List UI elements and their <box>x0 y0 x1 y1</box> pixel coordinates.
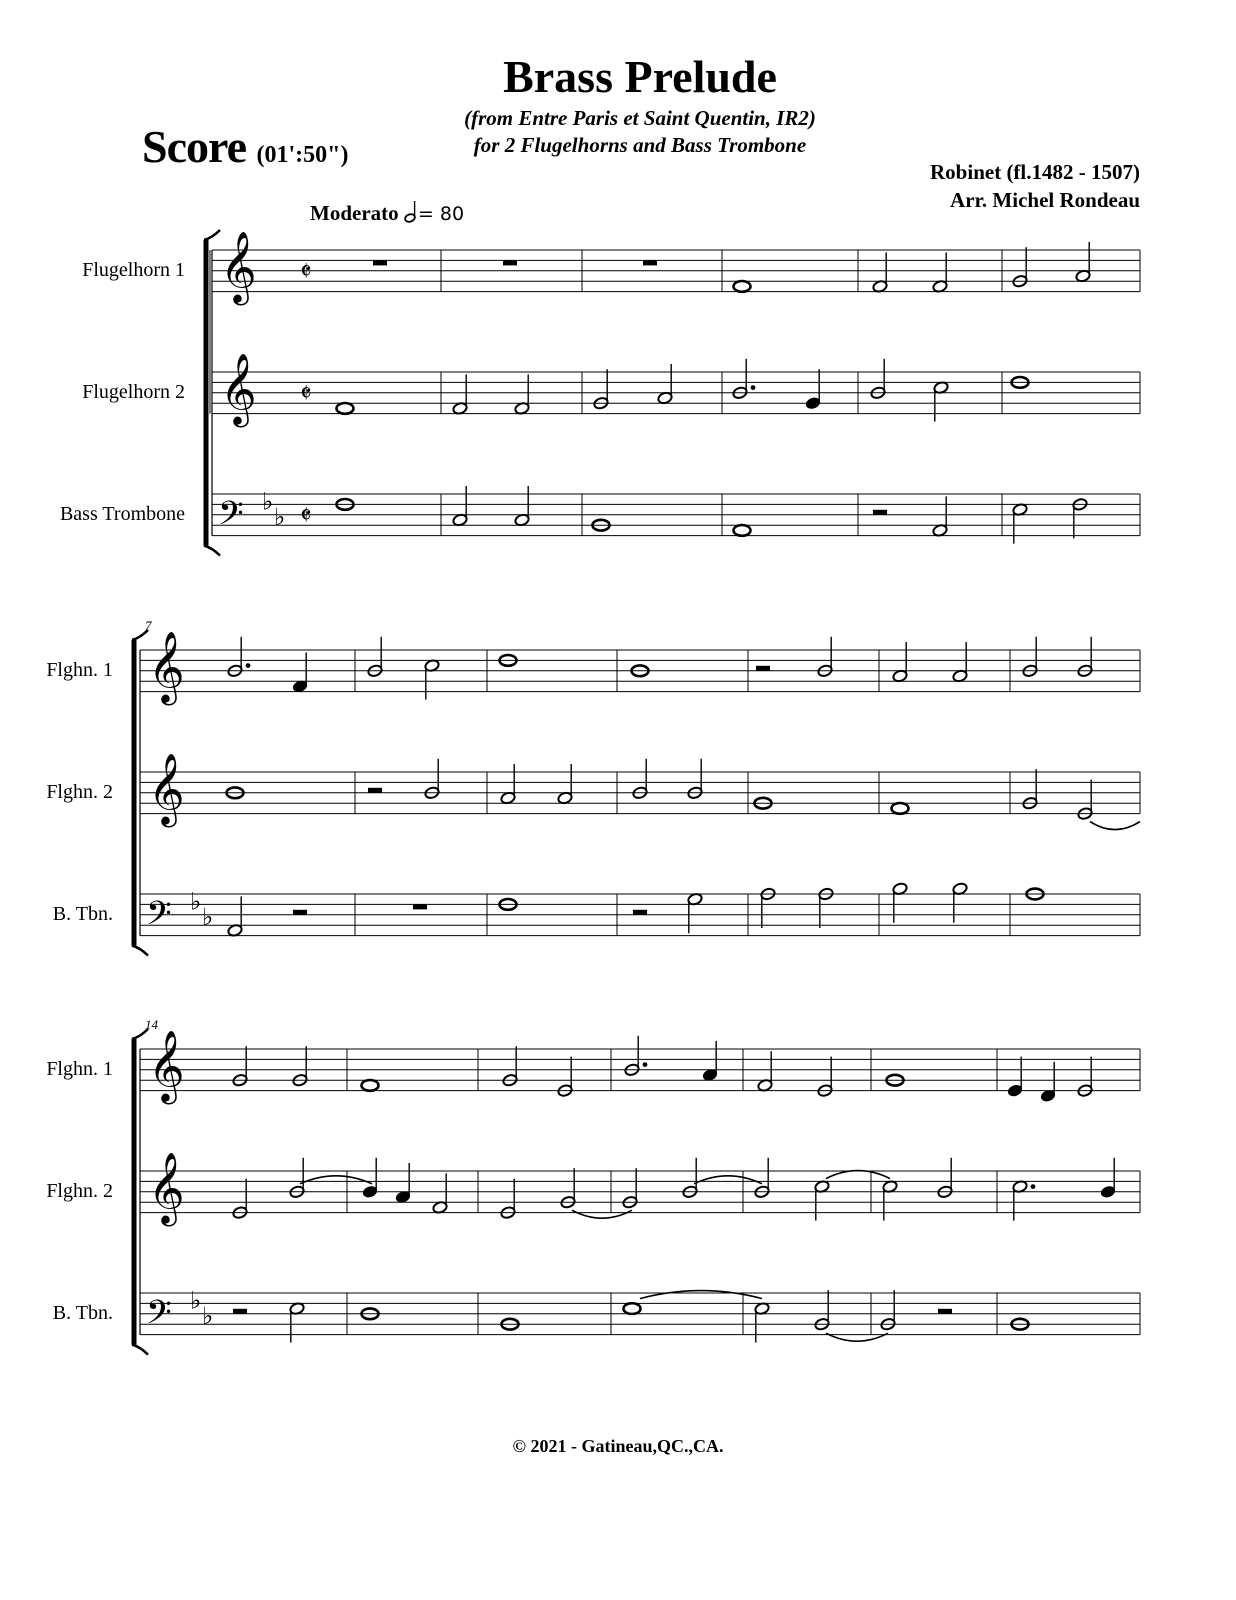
flat-icon: ♭ <box>262 487 274 516</box>
tempo-value: = 80 <box>417 203 465 225</box>
score-subtitle: (from Entre Paris et Saint Quentin, IR2) <box>464 106 816 130</box>
treble-clef-icon: 𝄞 <box>220 351 257 425</box>
tie <box>1090 822 1140 830</box>
score-word: Score <box>142 121 247 172</box>
half-rest <box>756 666 770 671</box>
duration: (01':50") <box>256 142 349 168</box>
score-title: Brass Prelude <box>503 51 777 102</box>
measure-number: 14 <box>145 1017 158 1032</box>
treble-clef-icon: 𝄞 <box>148 1150 185 1224</box>
bracket-hook <box>132 1029 148 1039</box>
tie <box>826 1171 890 1179</box>
instrumentation-line: for 2 Flugelhorns and Bass Trombone <box>473 133 807 157</box>
half-rest <box>633 910 647 915</box>
tie <box>572 1210 632 1218</box>
cut-time-icon: 𝄵 <box>300 500 312 531</box>
flat-icon: ♭ <box>190 1286 202 1315</box>
instrument-label-flugelhorn-1: Flugelhorn 1 <box>82 259 185 281</box>
flat-icon: ♭ <box>274 503 286 531</box>
bracket-hook <box>204 546 220 556</box>
arranger-credit: Arr. Michel Rondeau <box>950 188 1140 212</box>
whole-note <box>734 281 751 292</box>
whole-note <box>362 1080 379 1091</box>
tempo-text: Moderato <box>310 201 399 225</box>
half-rest <box>368 788 382 793</box>
treble-clef-icon: 𝄞 <box>148 1028 185 1102</box>
bracket-hook <box>132 1345 148 1355</box>
flat-icon: ♭ <box>190 887 202 916</box>
treble-clef-icon: 𝄞 <box>220 229 257 303</box>
bass-clef-icon: 𝄢 <box>146 895 172 942</box>
half-rest <box>938 1309 952 1314</box>
instrument-label-flghn-2: Flghn. 2 <box>46 781 113 803</box>
tie <box>694 1176 762 1184</box>
bracket-hook <box>132 946 148 956</box>
augmentation-dot <box>751 385 756 390</box>
augmentation-dot <box>246 663 251 668</box>
instrument-label-b-tbn: B. Tbn. <box>52 903 113 925</box>
flat-icon: ♭ <box>202 903 214 931</box>
whole-rest <box>503 260 517 265</box>
whole-note <box>337 403 354 414</box>
half-rest <box>873 510 887 515</box>
treble-clef-icon: 𝄞 <box>148 629 185 703</box>
whole-note <box>624 1303 641 1314</box>
flat-icon: ♭ <box>202 1302 214 1330</box>
bass-clef-icon: 𝄢 <box>146 1294 172 1341</box>
whole-rest <box>373 260 387 265</box>
tie <box>640 1291 762 1299</box>
whole-note <box>892 803 909 814</box>
measure-number: 7 <box>145 618 152 633</box>
bracket-hook <box>204 230 220 240</box>
cut-time-icon: 𝄵 <box>300 256 312 287</box>
half-rest <box>293 910 307 915</box>
instrument-label-flugelhorn-2: Flugelhorn 2 <box>82 381 185 403</box>
cut-time-icon: 𝄵 <box>300 378 312 409</box>
whole-note <box>734 525 751 536</box>
instrument-label-bass-trombone: Bass Trombone <box>59 503 185 525</box>
instrument-label-flghn-1: Flghn. 1 <box>46 1058 113 1080</box>
augmentation-dot <box>643 1062 648 1067</box>
augmentation-dot <box>1031 1184 1036 1189</box>
composer-credit: Robinet (fl.1482 - 1507) <box>930 160 1140 184</box>
instrument-label-b-tbn: B. Tbn. <box>52 1302 113 1324</box>
whole-rest <box>643 260 657 265</box>
bass-clef-icon: 𝄢 <box>218 495 244 542</box>
half-rest <box>233 1309 247 1314</box>
treble-clef-icon: 𝄞 <box>148 751 185 825</box>
instrument-label-flghn-2: Flghn. 2 <box>46 1180 113 1202</box>
whole-rest <box>413 904 427 909</box>
bracket-hook <box>132 630 148 640</box>
instrument-label-flghn-1: Flghn. 1 <box>46 659 113 681</box>
copyright-notice: © 2021 - Gatineau,QC.,CA. <box>512 1436 724 1456</box>
tie <box>300 1176 372 1184</box>
